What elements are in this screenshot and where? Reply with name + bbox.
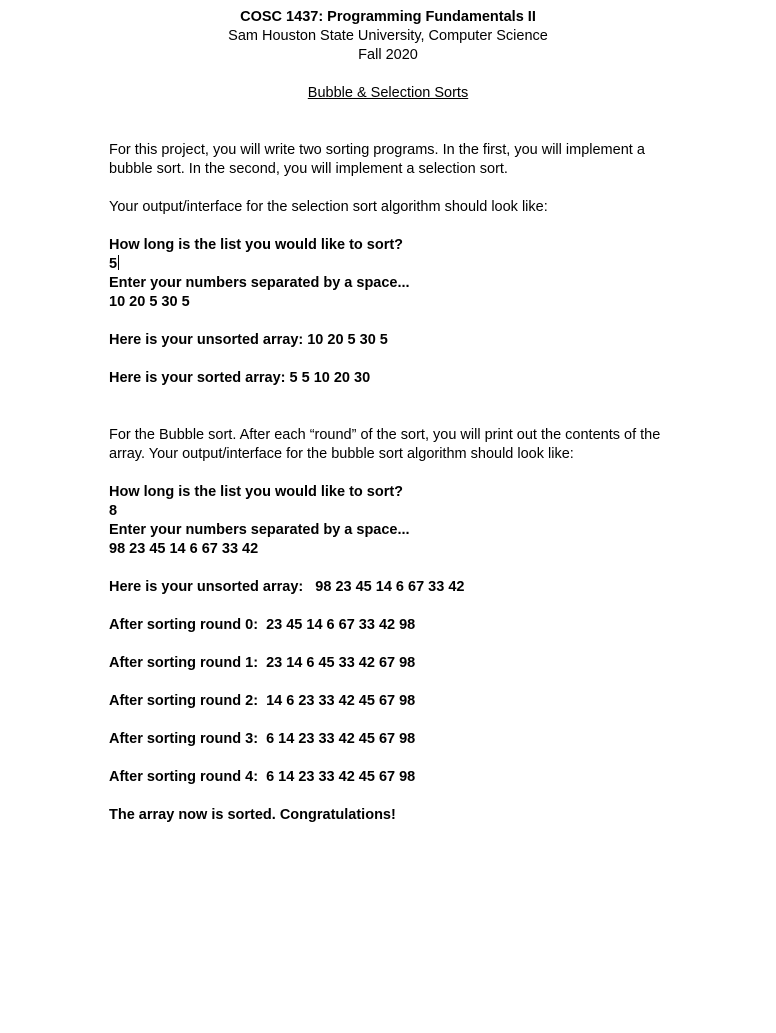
university-line: Sam Houston State University, Computer Science xyxy=(228,28,548,44)
selection-lead: Your output/interface for the selection sort algorithm should look like: xyxy=(109,199,548,215)
document-title: Bubble & Selection Sorts xyxy=(307,85,469,101)
bubble-length-value: 8 xyxy=(109,503,118,519)
bubble-intro-line-2: array. Your output/interface for the bubble sort algorithm should look like: xyxy=(109,446,574,462)
intro-line-2: bubble sort. In the second, you will implement a selection sort. xyxy=(109,161,508,177)
selection-numbers-value: 10 20 5 30 5 xyxy=(109,294,190,310)
bubble-prompt-numbers: Enter your numbers separated by a space... xyxy=(109,522,410,538)
bubble-numbers-value: 98 23 45 14 6 67 33 42 xyxy=(109,541,259,557)
bubble-intro-line-1: For the Bubble sort. After each “round” of the sort, you will print out the contents of the xyxy=(109,427,661,443)
term-line: Fall 2020 xyxy=(358,47,418,63)
bubble-round-4: After sorting round 4: 6 14 23 33 42 45 67 98 xyxy=(109,769,416,785)
intro-line-1: For this project, you will write two sorting programs. In the first, you will implement a xyxy=(109,142,645,158)
bubble-round-1: After sorting round 1: 23 14 6 45 33 42 67 98 xyxy=(109,655,416,671)
selection-sorted: Here is your sorted array: 5 5 10 20 30 xyxy=(109,370,371,386)
bubble-round-0: After sorting round 0: 23 45 14 6 67 33 42 98 xyxy=(109,617,416,633)
bubble-round-2: After sorting round 2: 14 6 23 33 42 45 67 98 xyxy=(109,693,416,709)
selection-prompt-numbers: Enter your numbers separated by a space... xyxy=(109,275,410,291)
bubble-final-message: The array now is sorted. Congratulations! xyxy=(109,807,396,823)
bubble-prompt-length: How long is the list you would like to sort? xyxy=(109,484,404,500)
selection-length-text: 5 xyxy=(109,256,118,272)
selection-length-value xyxy=(109,255,689,274)
text-cursor xyxy=(118,255,119,270)
course-title: COSC 1437: Programming Fundamentals II xyxy=(240,9,536,25)
bubble-unsorted: Here is your unsorted array: 98 23 45 14 6 67 33 42 xyxy=(109,579,465,595)
selection-prompt-length: How long is the list you would like to sort? xyxy=(109,237,404,253)
bubble-round-3: After sorting round 3: 6 14 23 33 42 45 67 98 xyxy=(109,731,416,747)
selection-unsorted: Here is your unsorted array: 10 20 5 30 5 xyxy=(109,332,388,348)
